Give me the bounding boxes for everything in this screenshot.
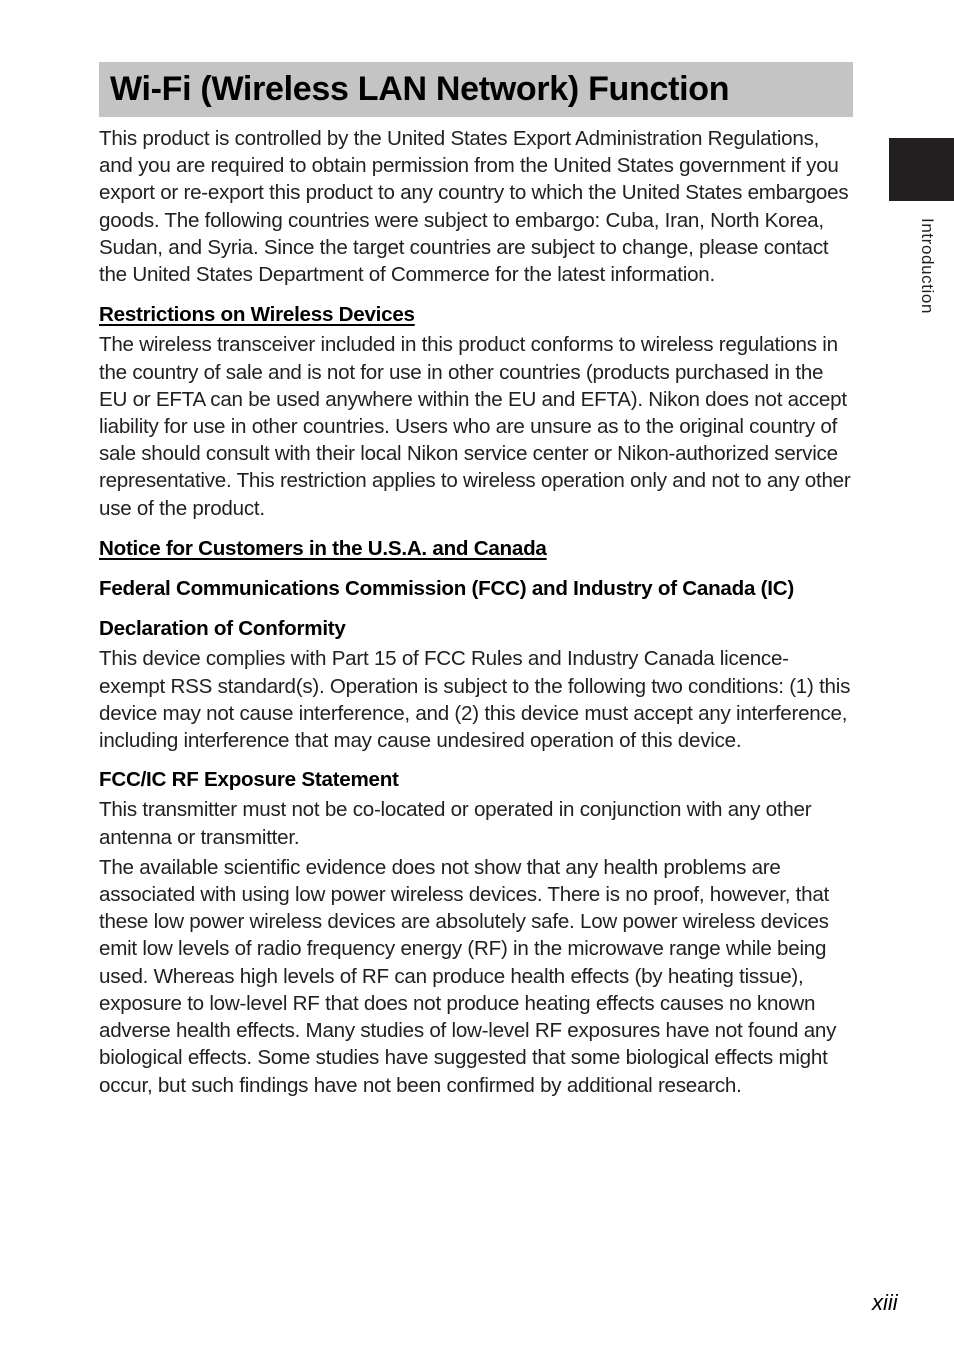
page-number: xiii bbox=[872, 1290, 898, 1315]
rf-paragraph-1: This transmitter must not be co-located or operated in conjunction with any other antenna or transmitter. bbox=[99, 798, 812, 849]
section-tab-marker bbox=[889, 138, 954, 201]
intro-paragraph: This product is controlled by the United States Export Administration Regulations, and you are required to obtain permission from the United States government if you export or re-export this product to any country to which the United States embargoes goods. The following countries were subject to embargo: Cuba, Iran, North Korea, Sudan, and Syria. Since the target countries are subject to change, please contact the United States Department of Commerce for the latest information. bbox=[99, 127, 849, 287]
rf-exposure-heading: FCC/IC RF Exposure Statement bbox=[99, 768, 399, 792]
page-title-bar bbox=[99, 62, 853, 117]
section-tab-label: Introduction bbox=[918, 218, 937, 315]
restrictions-paragraph: The wireless transceiver included in this product conforms to wireless regulations in the country of sale and is not for use in other countries (products purchased in the EU or EFTA can be used anywhere within the EU and EFTA). Nikon does not accept liability for use in other countries. Users who are unsure as to the original country of sale should consult with their local Nikon service center or Nikon-authorized service representative. This restriction applies to wireless operation only and not to any other use of the product. bbox=[99, 333, 851, 520]
rf-paragraph-2: The available scientific evidence does not show that any health problems are associated with using low power wireless devices. There is no proof, however, that these low power wireless devices are absolutely safe. Low power wireless devices emit low levels of radio frequency energy (RF) in the microwave range while being used. Whereas high levels of RF can produce health effects (by heating tissue), exposure to low-level RF that does not produce heating effects causes no known adverse health effects. Many studies of low-level RF exposures have not found any biological effects. Some studies have suggested that some biological effects might occur, but such findings have not been confirmed by additional research. bbox=[99, 855, 837, 1097]
notice-heading: Notice for Customers in the U.S.A. and Canada bbox=[99, 536, 547, 560]
page-content bbox=[99, 125, 853, 1099]
fcc-heading: Federal Communications Commission (FCC) and Industry of Canada (IC) bbox=[99, 577, 794, 601]
declaration-paragraph: This device complies with Part 15 of FCC Rules and Industry Canada licence-exempt RSS standard(s). Operation is subject to the following two conditions: (1) this device may not cause interference, and (2) this device must accept any interference, including interference that may cause undesired operation of this device. bbox=[99, 647, 851, 753]
page-title: Wi-Fi (Wireless LAN Network) Function bbox=[110, 70, 730, 108]
restrictions-heading: Restrictions on Wireless Devices bbox=[99, 303, 415, 327]
declaration-heading: Declaration of Conformity bbox=[99, 617, 346, 641]
